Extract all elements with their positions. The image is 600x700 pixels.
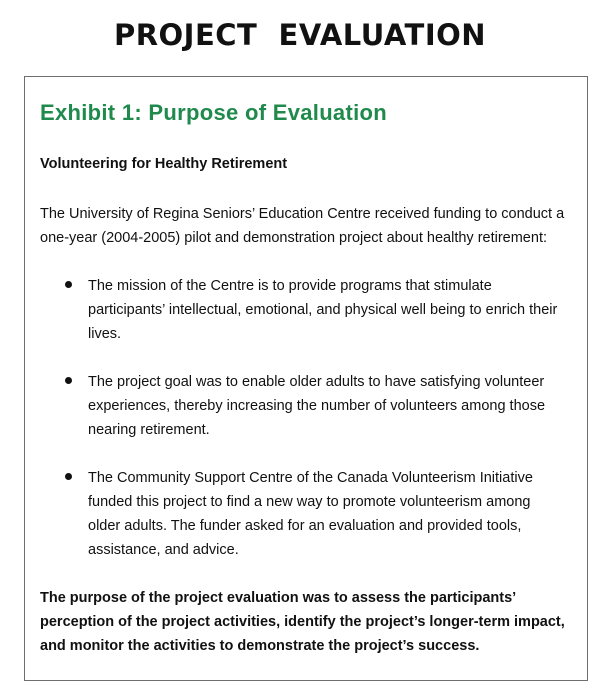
bullet-text: The project goal was to enable older adults to have satisfying volunteer experiences, thereby increasing the number of volunteers among those nearing retirement. bbox=[88, 374, 546, 438]
bullet-dot-icon bbox=[65, 473, 72, 480]
conclusion-paragraph: The purpose of the project evaluation was to assess the participants’ perception of the project activities, identify the project’s longer-term impact, and monitor the activities to demonstrate the project’s success. bbox=[40, 590, 565, 654]
bullet-item-mission bbox=[40, 274, 560, 346]
exhibit-heading: Exhibit 1: Purpose of Evaluation bbox=[40, 100, 387, 125]
page-title: PROJECT EVALUATION bbox=[113, 18, 487, 52]
bullet-list bbox=[40, 274, 560, 586]
bullet-text: The Community Support Centre of the Canada Volunteerism Initiative funded this project to find a new way to promote volunteerism among older adults. The funder asked for an evaluation and provided tools, assistance, and advice. bbox=[88, 470, 533, 558]
intro-paragraph: The University of Regina Seniors’ Education Centre received funding to conduct a one-year (2004-2005) pilot and demonstration project about healthy retirement: bbox=[40, 206, 565, 246]
bullet-text: The mission of the Centre is to provide programs that stimulate participants’ intellectual, emotional, and physical well being to enrich their lives. bbox=[88, 278, 558, 342]
bullet-item-funder bbox=[40, 466, 560, 562]
bullet-item-goal bbox=[40, 370, 560, 442]
section-subheading: Volunteering for Healthy Retirement bbox=[40, 156, 288, 172]
bullet-dot-icon bbox=[65, 377, 72, 384]
bullet-dot-icon bbox=[65, 281, 72, 288]
